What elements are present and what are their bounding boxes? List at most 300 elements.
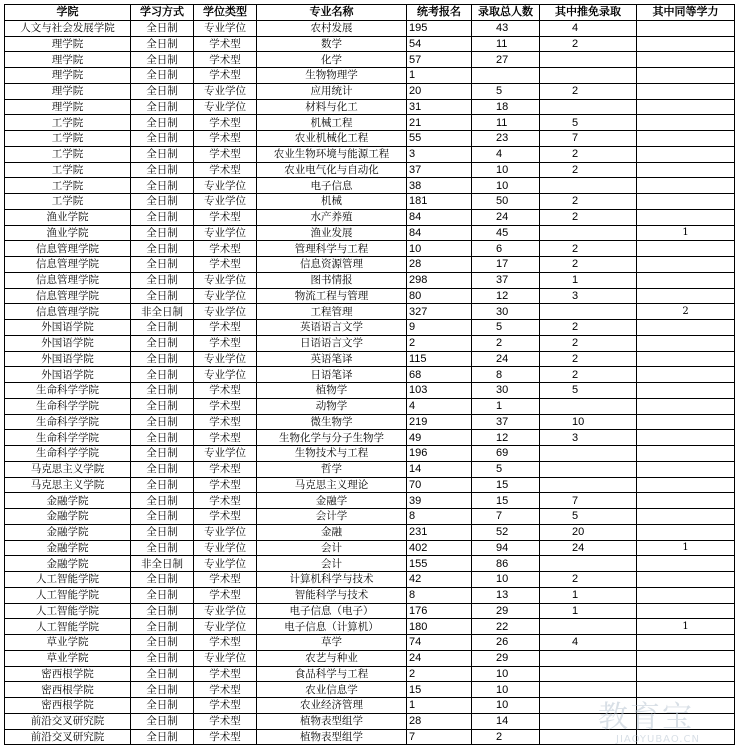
cell-study-mode: 全日制 [131, 272, 194, 288]
cell-recommended: 2 [540, 241, 637, 257]
cell-study-mode: 全日制 [131, 729, 194, 745]
cell-applicants: 2 [407, 335, 472, 351]
cell-college: 外国语学院 [5, 335, 131, 351]
cell-admitted: 12 [472, 288, 540, 304]
cell-degree-type: 学术型 [194, 493, 257, 509]
cell-major: 会计学 [257, 509, 407, 525]
cell-major: 农业经济管理 [257, 698, 407, 714]
cell-admitted: 27 [472, 52, 540, 68]
cell-college: 金融学院 [5, 556, 131, 572]
cell-study-mode: 全日制 [131, 367, 194, 383]
cell-study-mode: 全日制 [131, 430, 194, 446]
cell-admitted: 52 [472, 524, 540, 540]
cell-equivalent [637, 493, 735, 509]
cell-degree-type: 专业学位 [194, 225, 257, 241]
cell-major: 智能科学与技术 [257, 587, 407, 603]
table-row [5, 524, 735, 540]
cell-college: 前沿交叉研究院 [5, 729, 131, 745]
cell-admitted [472, 68, 540, 84]
cell-applicants: 42 [407, 572, 472, 588]
cell-college: 人工智能学院 [5, 587, 131, 603]
cell-college: 信息管理学院 [5, 288, 131, 304]
cell-admitted: 94 [472, 540, 540, 556]
cell-equivalent [637, 52, 735, 68]
table-row [5, 257, 735, 273]
cell-applicants: 31 [407, 99, 472, 115]
cell-equivalent [637, 162, 735, 178]
cell-recommended: 2 [540, 194, 637, 210]
table-row [5, 241, 735, 257]
cell-recommended: 7 [540, 131, 637, 147]
cell-college: 密西根学院 [5, 698, 131, 714]
cell-major: 生物物理学 [257, 68, 407, 84]
cell-equivalent: 2 [637, 304, 735, 320]
cell-major: 农业电气化与自动化 [257, 162, 407, 178]
cell-degree-type: 学术型 [194, 115, 257, 131]
table-row [5, 304, 735, 320]
cell-degree-type: 专业学位 [194, 83, 257, 99]
cell-recommended: 1 [540, 587, 637, 603]
cell-degree-type: 专业学位 [194, 304, 257, 320]
cell-degree-type: 专业学位 [194, 603, 257, 619]
cell-degree-type: 专业学位 [194, 178, 257, 194]
cell-major: 金融 [257, 524, 407, 540]
cell-major: 草学 [257, 635, 407, 651]
cell-equivalent [637, 729, 735, 745]
cell-recommended [540, 682, 637, 698]
cell-recommended [540, 68, 637, 84]
cell-degree-type: 学术型 [194, 36, 257, 52]
cell-degree-type: 学术型 [194, 682, 257, 698]
cell-applicants: 231 [407, 524, 472, 540]
cell-equivalent [637, 572, 735, 588]
cell-study-mode: 全日制 [131, 241, 194, 257]
cell-equivalent [637, 99, 735, 115]
cell-equivalent [637, 320, 735, 336]
table-row [5, 68, 735, 84]
cell-applicants: 14 [407, 461, 472, 477]
cell-applicants: 84 [407, 225, 472, 241]
cell-applicants: 195 [407, 20, 472, 36]
cell-college: 信息管理学院 [5, 304, 131, 320]
cell-recommended: 5 [540, 383, 637, 399]
cell-college: 密西根学院 [5, 666, 131, 682]
cell-admitted: 86 [472, 556, 540, 572]
cell-applicants: 28 [407, 257, 472, 273]
cell-major: 会计 [257, 556, 407, 572]
cell-degree-type: 专业学位 [194, 524, 257, 540]
table-row [5, 99, 735, 115]
cell-admitted: 2 [472, 729, 540, 745]
table-row [5, 446, 735, 462]
cell-college: 金融学院 [5, 493, 131, 509]
cell-recommended [540, 698, 637, 714]
cell-recommended [540, 304, 637, 320]
table-row [5, 146, 735, 162]
cell-degree-type: 学术型 [194, 477, 257, 493]
cell-degree-type: 学术型 [194, 52, 257, 68]
cell-degree-type: 学术型 [194, 587, 257, 603]
cell-admitted: 69 [472, 446, 540, 462]
cell-degree-type: 专业学位 [194, 619, 257, 635]
cell-applicants: 176 [407, 603, 472, 619]
cell-college: 金融学院 [5, 540, 131, 556]
cell-major: 英语语言文学 [257, 320, 407, 336]
cell-study-mode: 全日制 [131, 115, 194, 131]
cell-major: 机械工程 [257, 115, 407, 131]
cell-study-mode: 全日制 [131, 36, 194, 52]
cell-recommended: 2 [540, 162, 637, 178]
cell-equivalent [637, 698, 735, 714]
cell-study-mode: 全日制 [131, 446, 194, 462]
cell-equivalent [637, 83, 735, 99]
cell-study-mode: 全日制 [131, 209, 194, 225]
cell-study-mode: 全日制 [131, 398, 194, 414]
table-row [5, 320, 735, 336]
cell-equivalent [637, 682, 735, 698]
cell-recommended: 2 [540, 83, 637, 99]
cell-applicants: 402 [407, 540, 472, 556]
cell-study-mode: 全日制 [131, 288, 194, 304]
cell-recommended [540, 619, 637, 635]
table-row [5, 430, 735, 446]
cell-degree-type: 学术型 [194, 713, 257, 729]
cell-applicants: 7 [407, 729, 472, 745]
cell-study-mode: 全日制 [131, 493, 194, 509]
cell-equivalent [637, 68, 735, 84]
cell-major: 材料与化工 [257, 99, 407, 115]
cell-applicants: 180 [407, 619, 472, 635]
cell-college: 外国语学院 [5, 320, 131, 336]
cell-recommended: 2 [540, 367, 637, 383]
cell-study-mode: 全日制 [131, 635, 194, 651]
cell-study-mode: 全日制 [131, 52, 194, 68]
cell-study-mode: 全日制 [131, 650, 194, 666]
cell-major: 物流工程与管理 [257, 288, 407, 304]
cell-study-mode: 全日制 [131, 682, 194, 698]
cell-admitted: 2 [472, 335, 540, 351]
header-applicants: 统考报名 [407, 5, 472, 21]
cell-equivalent [637, 257, 735, 273]
cell-college: 马克思主义学院 [5, 461, 131, 477]
cell-equivalent [637, 272, 735, 288]
cell-recommended [540, 477, 637, 493]
cell-equivalent [637, 509, 735, 525]
cell-admitted: 17 [472, 257, 540, 273]
cell-degree-type: 专业学位 [194, 194, 257, 210]
header-major: 专业名称 [257, 5, 407, 21]
cell-degree-type: 专业学位 [194, 20, 257, 36]
cell-applicants: 54 [407, 36, 472, 52]
table-row [5, 272, 735, 288]
cell-admitted: 10 [472, 162, 540, 178]
cell-major: 食品科学与工程 [257, 666, 407, 682]
cell-admitted: 13 [472, 587, 540, 603]
cell-degree-type: 学术型 [194, 162, 257, 178]
table-row [5, 209, 735, 225]
cell-degree-type: 学术型 [194, 461, 257, 477]
table-row [5, 367, 735, 383]
cell-degree-type: 学术型 [194, 131, 257, 147]
cell-study-mode: 全日制 [131, 666, 194, 682]
cell-equivalent: 1 [637, 619, 735, 635]
cell-study-mode: 全日制 [131, 698, 194, 714]
cell-college: 生命科学学院 [5, 398, 131, 414]
cell-college: 人文与社会发展学院 [5, 20, 131, 36]
cell-college: 理学院 [5, 68, 131, 84]
cell-major: 生物技术与工程 [257, 446, 407, 462]
table-row [5, 682, 735, 698]
cell-degree-type: 学术型 [194, 146, 257, 162]
cell-equivalent [637, 666, 735, 682]
cell-admitted: 7 [472, 509, 540, 525]
cell-recommended [540, 556, 637, 572]
header-recommended: 其中推免录取 [540, 5, 637, 21]
cell-college: 理学院 [5, 83, 131, 99]
cell-recommended [540, 446, 637, 462]
cell-study-mode: 全日制 [131, 461, 194, 477]
cell-study-mode: 全日制 [131, 414, 194, 430]
cell-study-mode: 非全日制 [131, 556, 194, 572]
cell-applicants: 1 [407, 68, 472, 84]
cell-admitted: 45 [472, 225, 540, 241]
cell-study-mode: 非全日制 [131, 304, 194, 320]
table-row [5, 351, 735, 367]
table-row [5, 556, 735, 572]
cell-equivalent [637, 351, 735, 367]
cell-applicants: 219 [407, 414, 472, 430]
cell-admitted: 24 [472, 351, 540, 367]
cell-degree-type: 学术型 [194, 398, 257, 414]
cell-major: 信息资源管理 [257, 257, 407, 273]
cell-major: 电子信息（计算机） [257, 619, 407, 635]
cell-degree-type: 学术型 [194, 635, 257, 651]
cell-admitted: 8 [472, 367, 540, 383]
cell-admitted: 5 [472, 83, 540, 99]
cell-major: 动物学 [257, 398, 407, 414]
cell-college: 人工智能学院 [5, 619, 131, 635]
cell-equivalent [637, 36, 735, 52]
header-equivalent: 其中同等学力 [637, 5, 735, 21]
cell-admitted: 24 [472, 209, 540, 225]
cell-applicants: 9 [407, 320, 472, 336]
cell-admitted: 10 [472, 698, 540, 714]
cell-admitted: 29 [472, 650, 540, 666]
cell-college: 生命科学学院 [5, 414, 131, 430]
cell-admitted: 12 [472, 430, 540, 446]
cell-recommended: 7 [540, 493, 637, 509]
cell-college: 工学院 [5, 131, 131, 147]
cell-study-mode: 全日制 [131, 257, 194, 273]
cell-college: 金融学院 [5, 509, 131, 525]
cell-college: 马克思主义学院 [5, 477, 131, 493]
cell-admitted: 22 [472, 619, 540, 635]
cell-admitted: 10 [472, 572, 540, 588]
cell-study-mode: 全日制 [131, 540, 194, 556]
cell-major: 植物学 [257, 383, 407, 399]
table-row [5, 414, 735, 430]
cell-recommended [540, 398, 637, 414]
cell-degree-type: 学术型 [194, 209, 257, 225]
cell-recommended [540, 99, 637, 115]
cell-applicants: 39 [407, 493, 472, 509]
cell-college: 草业学院 [5, 650, 131, 666]
cell-study-mode: 全日制 [131, 603, 194, 619]
cell-major: 化学 [257, 52, 407, 68]
cell-admitted: 10 [472, 178, 540, 194]
cell-admitted: 11 [472, 115, 540, 131]
cell-applicants: 15 [407, 682, 472, 698]
cell-equivalent [637, 288, 735, 304]
cell-admitted: 15 [472, 493, 540, 509]
cell-applicants: 10 [407, 241, 472, 257]
cell-study-mode: 全日制 [131, 509, 194, 525]
cell-major: 日语语言文学 [257, 335, 407, 351]
cell-applicants: 298 [407, 272, 472, 288]
cell-applicants: 4 [407, 398, 472, 414]
cell-admitted: 18 [472, 99, 540, 115]
cell-study-mode: 全日制 [131, 131, 194, 147]
cell-study-mode: 全日制 [131, 225, 194, 241]
cell-college: 理学院 [5, 52, 131, 68]
header-college: 学院 [5, 5, 131, 21]
cell-study-mode: 全日制 [131, 146, 194, 162]
cell-recommended: 2 [540, 335, 637, 351]
cell-major: 农艺与种业 [257, 650, 407, 666]
table-row [5, 572, 735, 588]
cell-recommended: 4 [540, 20, 637, 36]
table-row [5, 131, 735, 147]
cell-equivalent [637, 178, 735, 194]
cell-college: 前沿交叉研究院 [5, 713, 131, 729]
cell-degree-type: 学术型 [194, 257, 257, 273]
cell-applicants: 196 [407, 446, 472, 462]
cell-equivalent [637, 194, 735, 210]
cell-study-mode: 全日制 [131, 83, 194, 99]
cell-major: 植物表型组学 [257, 729, 407, 745]
table-row [5, 587, 735, 603]
cell-applicants: 103 [407, 383, 472, 399]
cell-college: 信息管理学院 [5, 257, 131, 273]
table-row [5, 194, 735, 210]
cell-major: 电子信息 [257, 178, 407, 194]
cell-recommended: 10 [540, 414, 637, 430]
cell-major: 农村发展 [257, 20, 407, 36]
header-row [5, 5, 735, 21]
cell-college: 工学院 [5, 115, 131, 131]
cell-equivalent [637, 398, 735, 414]
cell-major: 金融学 [257, 493, 407, 509]
cell-major: 数学 [257, 36, 407, 52]
cell-major: 日语笔译 [257, 367, 407, 383]
cell-equivalent [637, 556, 735, 572]
cell-admitted: 6 [472, 241, 540, 257]
cell-study-mode: 全日制 [131, 162, 194, 178]
cell-degree-type: 专业学位 [194, 351, 257, 367]
cell-recommended: 1 [540, 603, 637, 619]
cell-recommended: 5 [540, 115, 637, 131]
cell-admitted: 5 [472, 461, 540, 477]
table-row [5, 398, 735, 414]
cell-equivalent [637, 461, 735, 477]
cell-equivalent [637, 603, 735, 619]
cell-major: 图书情报 [257, 272, 407, 288]
cell-college: 渔业学院 [5, 225, 131, 241]
cell-major: 渔业发展 [257, 225, 407, 241]
cell-recommended: 4 [540, 635, 637, 651]
cell-applicants: 28 [407, 713, 472, 729]
cell-major: 工程管理 [257, 304, 407, 320]
cell-admitted: 15 [472, 477, 540, 493]
cell-degree-type: 专业学位 [194, 650, 257, 666]
cell-major: 农业生物环境与能源工程 [257, 146, 407, 162]
cell-applicants: 21 [407, 115, 472, 131]
table-row [5, 20, 735, 36]
cell-major: 机械 [257, 194, 407, 210]
cell-applicants: 2 [407, 666, 472, 682]
cell-degree-type: 学术型 [194, 335, 257, 351]
cell-study-mode: 全日制 [131, 713, 194, 729]
cell-degree-type: 专业学位 [194, 446, 257, 462]
cell-applicants: 20 [407, 83, 472, 99]
table-row [5, 335, 735, 351]
cell-admitted: 14 [472, 713, 540, 729]
cell-applicants: 155 [407, 556, 472, 572]
cell-recommended: 5 [540, 509, 637, 525]
cell-recommended [540, 650, 637, 666]
cell-college: 信息管理学院 [5, 241, 131, 257]
cell-admitted: 30 [472, 304, 540, 320]
cell-study-mode: 全日制 [131, 572, 194, 588]
cell-recommended: 2 [540, 146, 637, 162]
cell-recommended [540, 225, 637, 241]
cell-applicants: 1 [407, 698, 472, 714]
cell-equivalent [637, 20, 735, 36]
table-row [5, 225, 735, 241]
cell-major: 生物化学与分子生物学 [257, 430, 407, 446]
cell-major: 电子信息（电子） [257, 603, 407, 619]
cell-applicants: 3 [407, 146, 472, 162]
cell-degree-type: 学术型 [194, 729, 257, 745]
cell-college: 生命科学学院 [5, 383, 131, 399]
table-row [5, 666, 735, 682]
cell-recommended: 2 [540, 572, 637, 588]
cell-major: 计算机科学与技术 [257, 572, 407, 588]
cell-recommended [540, 729, 637, 745]
cell-applicants: 24 [407, 650, 472, 666]
cell-college: 信息管理学院 [5, 272, 131, 288]
cell-equivalent [637, 446, 735, 462]
table-row [5, 493, 735, 509]
table-row [5, 713, 735, 729]
header-degree-type: 学位类型 [194, 5, 257, 21]
cell-study-mode: 全日制 [131, 383, 194, 399]
cell-college: 理学院 [5, 36, 131, 52]
cell-equivalent [637, 209, 735, 225]
cell-major: 微生物学 [257, 414, 407, 430]
table-row [5, 509, 735, 525]
cell-applicants: 49 [407, 430, 472, 446]
table-row [5, 635, 735, 651]
cell-recommended [540, 461, 637, 477]
cell-admitted: 37 [472, 272, 540, 288]
cell-study-mode: 全日制 [131, 524, 194, 540]
cell-study-mode: 全日制 [131, 20, 194, 36]
cell-degree-type: 学术型 [194, 383, 257, 399]
cell-major: 农业机械化工程 [257, 131, 407, 147]
cell-equivalent [637, 383, 735, 399]
cell-college: 理学院 [5, 99, 131, 115]
